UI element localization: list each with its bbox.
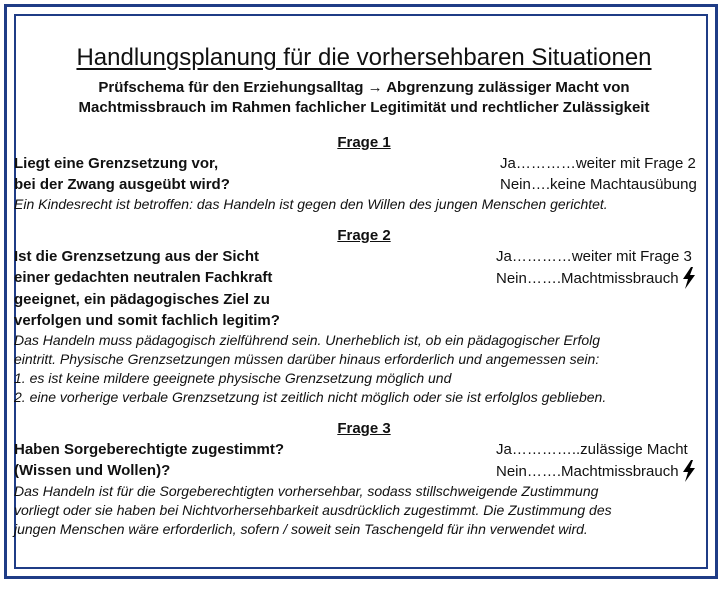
frage-2-question-line-4: verfolgen und somit fachlich legitim? bbox=[14, 312, 280, 329]
frage-2-note-line-2: eintritt. Physische Grenzsetzungen müssen darüber hinaus erforderlich und angemessen sein: bbox=[14, 351, 600, 367]
frage-2-answer-nein-wrap bbox=[496, 267, 714, 289]
frage-2-answer-ja: Ja…………weiter mit Frage 3 bbox=[496, 248, 692, 265]
frage-1-answer-nein: Nein….keine Machtausübung bbox=[500, 176, 697, 193]
frage-2-row-4 bbox=[14, 310, 714, 331]
frage-2-row-2 bbox=[14, 267, 714, 289]
frage-1-row-1 bbox=[14, 153, 714, 174]
frage-3-question-line-1: Haben Sorgeberechtigte zugestimmt? bbox=[14, 441, 285, 458]
frage-3-note-line-1: Das Handeln ist für die Sorgeberechtigten vorhersehbar, sodass stillschweigende Zustimmung bbox=[14, 483, 599, 499]
lightning-icon bbox=[682, 267, 696, 289]
page-title: Handlungsplanung für die vorhersehbaren Situationen bbox=[76, 44, 652, 71]
document-content bbox=[14, 44, 714, 539]
frage-3-note-line-2: vorliegt oder sie haben bei Nichtvorhersehbarkeit ausdrücklich zugestimmt. Die Zustimmung des bbox=[14, 502, 612, 518]
subtitle-line-1: Prüfschema für den Erziehungsalltag → Abgrenzung zulässiger Macht von bbox=[98, 79, 630, 96]
subtitle-line-2: Machtmissbrauch im Rahmen fachlicher Legitimität und rechtlicher Zulässigkeit bbox=[78, 99, 650, 116]
frage-3-answer-ja: Ja…………..zulässige Macht bbox=[496, 441, 688, 458]
frage-3-question-line-2: (Wissen und Wollen)? bbox=[14, 462, 171, 479]
frage-1-heading: Frage 1 bbox=[337, 134, 391, 151]
frage-3-row-1 bbox=[14, 439, 714, 460]
frage-2-question-line-2: einer gedachten neutralen Fachkraft bbox=[14, 269, 273, 286]
frage-3-note-line-3: jungen Menschen wäre erforderlich, sofern / soweit sein Taschengeld für ihn verwendet wird. bbox=[14, 521, 588, 537]
frage-1-note: Ein Kindesrecht ist betroffen: das Handeln ist gegen den Willen des jungen Menschen gerichtet. bbox=[14, 196, 608, 212]
frage-2-note-line-4: 2. eine vorherige verbale Grenzsetzung ist zeitlich nicht möglich oder sie ist erfolglos geblieben. bbox=[14, 389, 607, 405]
frage-1-answer-ja: Ja…………weiter mit Frage 2 bbox=[500, 155, 696, 172]
frage-2-heading: Frage 2 bbox=[337, 227, 391, 244]
frage-3-answer-nein: Nein…….Machtmissbrauch bbox=[496, 462, 679, 480]
frage-2-note-line-3: 1. es ist keine mildere geeignete physische Grenzsetzung möglich und bbox=[14, 370, 452, 386]
frage-2-row-1 bbox=[14, 246, 714, 267]
frage-2-row-3 bbox=[14, 289, 714, 310]
frage-2-question-line-1: Ist die Grenzsetzung aus der Sicht bbox=[14, 248, 260, 265]
frage-3-heading: Frage 3 bbox=[337, 420, 391, 437]
frage-2-answer-nein: Nein…….Machtmissbrauch bbox=[496, 269, 679, 287]
frage-1-row-2 bbox=[14, 174, 714, 195]
frage-3-answer-nein-wrap bbox=[496, 460, 714, 482]
frage-1-question-line-1: Liegt eine Grenzsetzung vor, bbox=[14, 155, 219, 172]
frage-3-row-2 bbox=[14, 460, 714, 482]
lightning-icon bbox=[682, 460, 696, 482]
frage-2-question-line-3: geeignet, ein pädagogisches Ziel zu bbox=[14, 291, 270, 308]
frage-1-question-line-2: bei der Zwang ausgeübt wird? bbox=[14, 176, 230, 193]
frage-2-note-line-1: Das Handeln muss pädagogisch zielführend sein. Unerheblich ist, ob ein pädagogischer Erfolg bbox=[14, 332, 601, 348]
